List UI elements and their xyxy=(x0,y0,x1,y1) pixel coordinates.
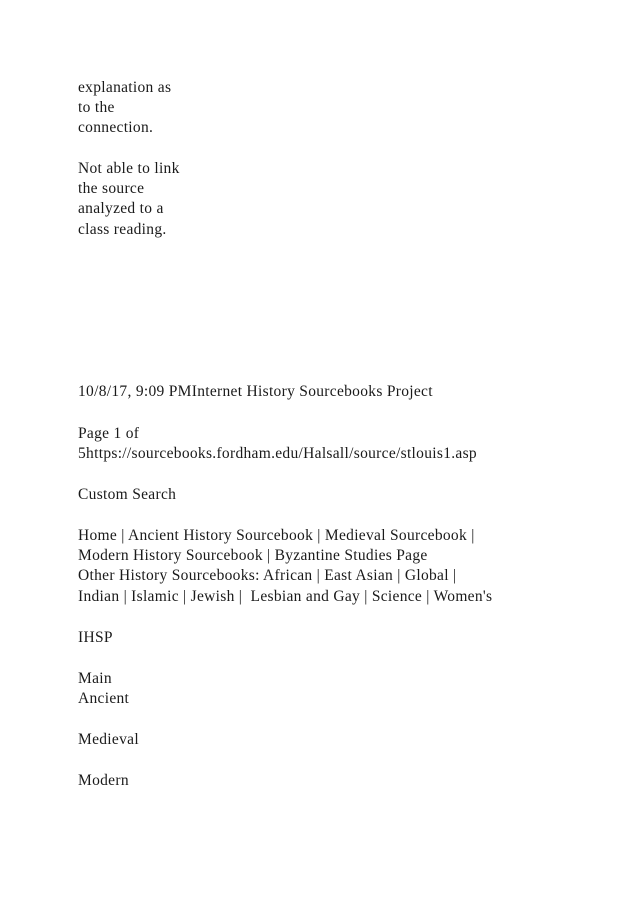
print-header-title: 10/8/17, 9:09 PMInternet History Sourcebooks Project xyxy=(78,383,433,400)
nav-links-line[interactable]: Indian | Islamic | Jewish | Lesbian and Gay | Science | Women's xyxy=(78,588,493,605)
menu-item-medieval[interactable]: Medieval xyxy=(78,731,139,748)
rubric-text-line: Not able to link xyxy=(78,160,180,177)
page-number-label: Page 1 of xyxy=(78,425,140,442)
menu-item-ancient[interactable]: Ancient xyxy=(78,690,130,707)
rubric-text-line: class reading. xyxy=(78,221,167,238)
nav-links-line[interactable]: Home | Ancient History Sourcebook | Medieval Sourcebook | xyxy=(78,527,475,544)
menu-item-main[interactable]: Main xyxy=(78,670,112,687)
nav-links-line[interactable]: Modern History Sourcebook | Byzantine Studies Page xyxy=(78,547,428,564)
custom-search-label[interactable]: Custom Search xyxy=(78,486,177,503)
rubric-text-line: explanation as xyxy=(78,79,172,96)
rubric-text-line: the source xyxy=(78,180,145,197)
rubric-text-line: connection. xyxy=(78,119,154,136)
rubric-text-line: analyzed to a xyxy=(78,200,164,217)
menu-item-modern[interactable]: Modern xyxy=(78,772,129,789)
rubric-text-line: to the xyxy=(78,99,115,116)
page-url: 5https://sourcebooks.fordham.edu/Halsall/source/stlouis1.asp xyxy=(78,445,477,462)
nav-links-line[interactable]: Other History Sourcebooks: African | East Asian | Global | xyxy=(78,567,457,584)
site-label: IHSP xyxy=(78,629,113,646)
